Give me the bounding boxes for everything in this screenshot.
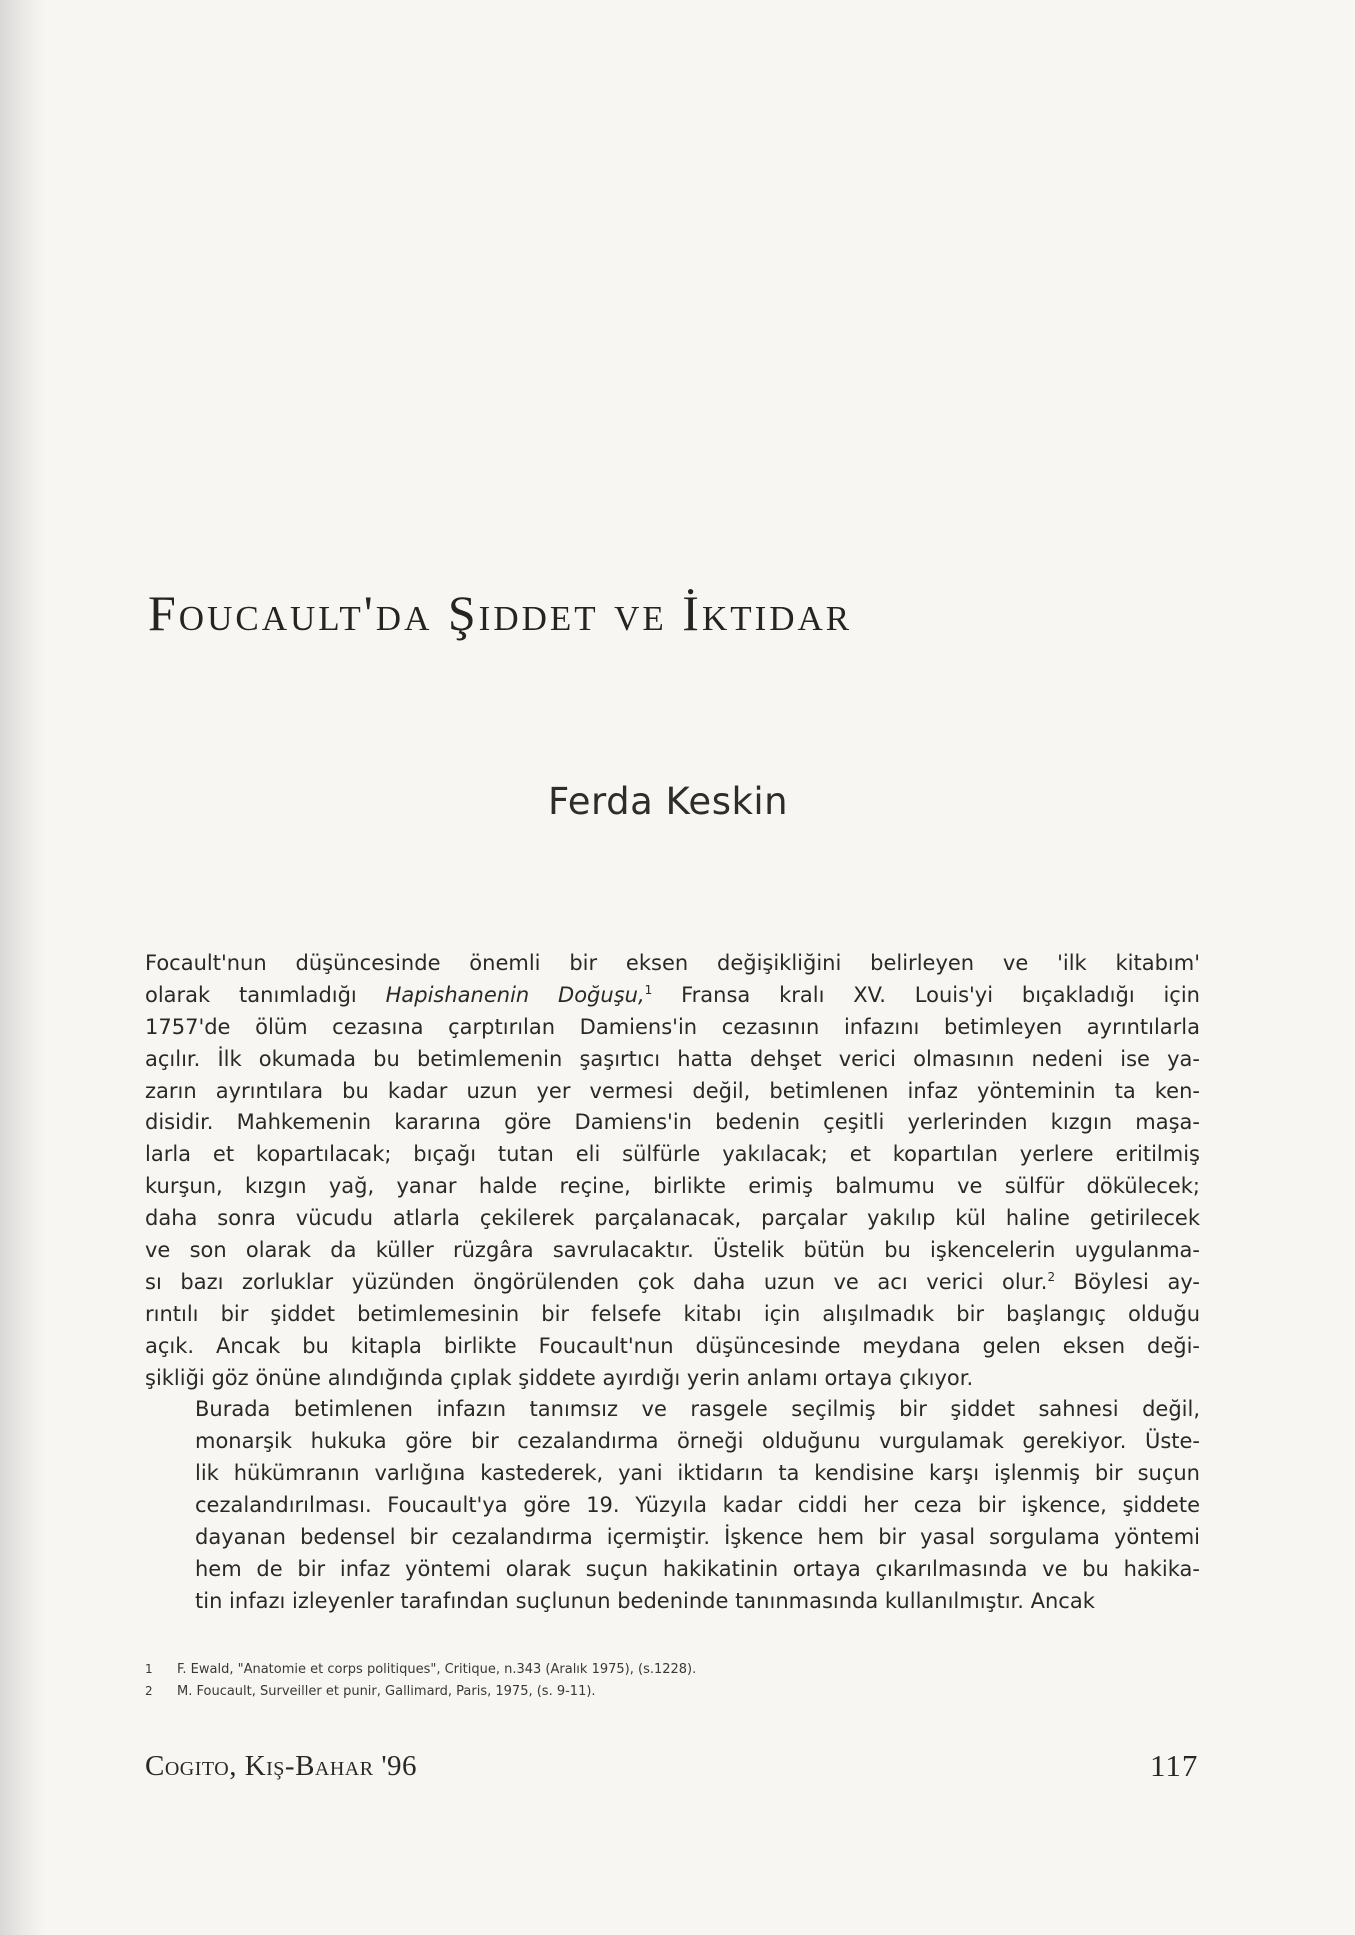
article-body	[145, 948, 1200, 1618]
text-line: larla et kopartılacak; bıçağı tutan eli sülfürle yakılacak; et kopartılan yerlere eritilmiş	[145, 1142, 1200, 1167]
page-number: 117	[1150, 1748, 1199, 1783]
text-line: daha sonra vücudu atlarla çekilerek parçalanacak, parçalar yakılıp kül haline getirilecek	[145, 1206, 1200, 1231]
text-line: şikliği göz önüne alındığında çıplak şiddete ayırdığı yerin anlamı ortaya çıkıyor.	[145, 1365, 974, 1390]
text-line: zarın ayrıntılara bu kadar uzun yer vermesi değil, betimlenen infaz yönteminin ta ken-	[145, 1078, 1200, 1103]
article-title: Foucault'da Şiddet ve İktidar	[148, 585, 853, 641]
text-line: lik hükümranın varlığına kastederek, yani iktidarın ta kendisine karşı işlenmiş bir suçun	[195, 1461, 1200, 1486]
footnote	[145, 1662, 1045, 1684]
text-line: olarak tanımladığı Hapishanenin Doğuşu,$^1$ Fransa kralı XV. Louis'yi bıçakladığı için	[145, 982, 1200, 1007]
text-line: dayanan bedensel bir cezalandırma içermiştir. İşkence hem bir yasal sorgulama yöntemi	[195, 1525, 1200, 1550]
text-line: açık. Ancak bu kitapla birlikte Foucault'nun düşüncesinde meydana gelen eksen deği-	[145, 1333, 1200, 1358]
footnotes	[145, 1662, 1045, 1706]
text-line: 1757'de ölüm cezasına çarptırılan Damiens'in cezasının infazını betimleyen ayrıntılarla	[145, 1014, 1200, 1039]
footnote-number: 1	[145, 1662, 153, 1676]
text-line: cezalandırılması. Foucault'ya göre 19. Yüzyıla kadar ciddi her ceza bir işkence, şiddete	[195, 1493, 1200, 1518]
binding-shadow	[0, 0, 46, 1935]
footnote	[145, 1684, 1045, 1706]
text-line: sı bazı zorluklar yüzünden öngörülenden çok daha uzun ve acı verici olur.$^2$ Böylesi ay-	[145, 1269, 1200, 1294]
footnote-text: F. Ewald, "Anatomie et corps politiques", Critique, n.343 (Aralık 1975), (s.1228).	[177, 1662, 697, 1677]
journal-footer: Cogito, Kış-Bahar '96	[145, 1750, 418, 1782]
footnote-text: M. Foucault, Surveiller et punir, Gallimard, Paris, 1975, (s. 9-11).	[177, 1684, 596, 1699]
footnote-number: 2	[145, 1684, 153, 1698]
text-line: kurşun, kızgın yağ, yanar halde reçine, birlikte erimiş balmumu ve sülfür dökülecek;	[145, 1174, 1200, 1199]
text-line: açılır. İlk okumada bu betimlemenin şaşırtıcı hatta dehşet verici olmasının nedeni ise ya-	[145, 1046, 1200, 1071]
text-line: ve son olarak da küller rüzgâra savrulacaktır. Üstelik bütün bu işkencelerin uygulanma-	[145, 1238, 1200, 1263]
text-line: monarşik hukuka göre bir cezalandırma örneği olduğunu vurgulamak gerekiyor. Üste-	[195, 1429, 1200, 1454]
text-line: rıntılı bir şiddet betimlemesinin bir felsefe kitabı için alışılmadık bir başlangıç olduğu	[145, 1301, 1200, 1326]
paragraph-1	[145, 948, 1200, 1394]
paragraph-2	[145, 1394, 1200, 1617]
text-line: hem de bir infaz yöntemi olarak suçun hakikatinin ortaya çıkarılmasında ve bu hakika-	[195, 1556, 1200, 1581]
text-line: Focault'nun düşüncesinde önemli bir eksen değişikliğini belirleyen ve 'ilk kitabım'	[145, 951, 1200, 975]
text-line: tin infazı izleyenler tarafından suçlunun bedeninde tanınmasında kullanılmıştır. Ancak	[195, 1588, 1095, 1613]
text-line: disidir. Mahkemenin kararına göre Damiens'in bedenin çeşitli yerlerinden kızgın maşa-	[145, 1110, 1200, 1135]
text-line: Burada betimlenen infazın tanımsız ve rasgele seçilmiş bir şiddet sahnesi değil,	[195, 1397, 1200, 1422]
article-author: Ferda Keskin	[548, 780, 789, 823]
